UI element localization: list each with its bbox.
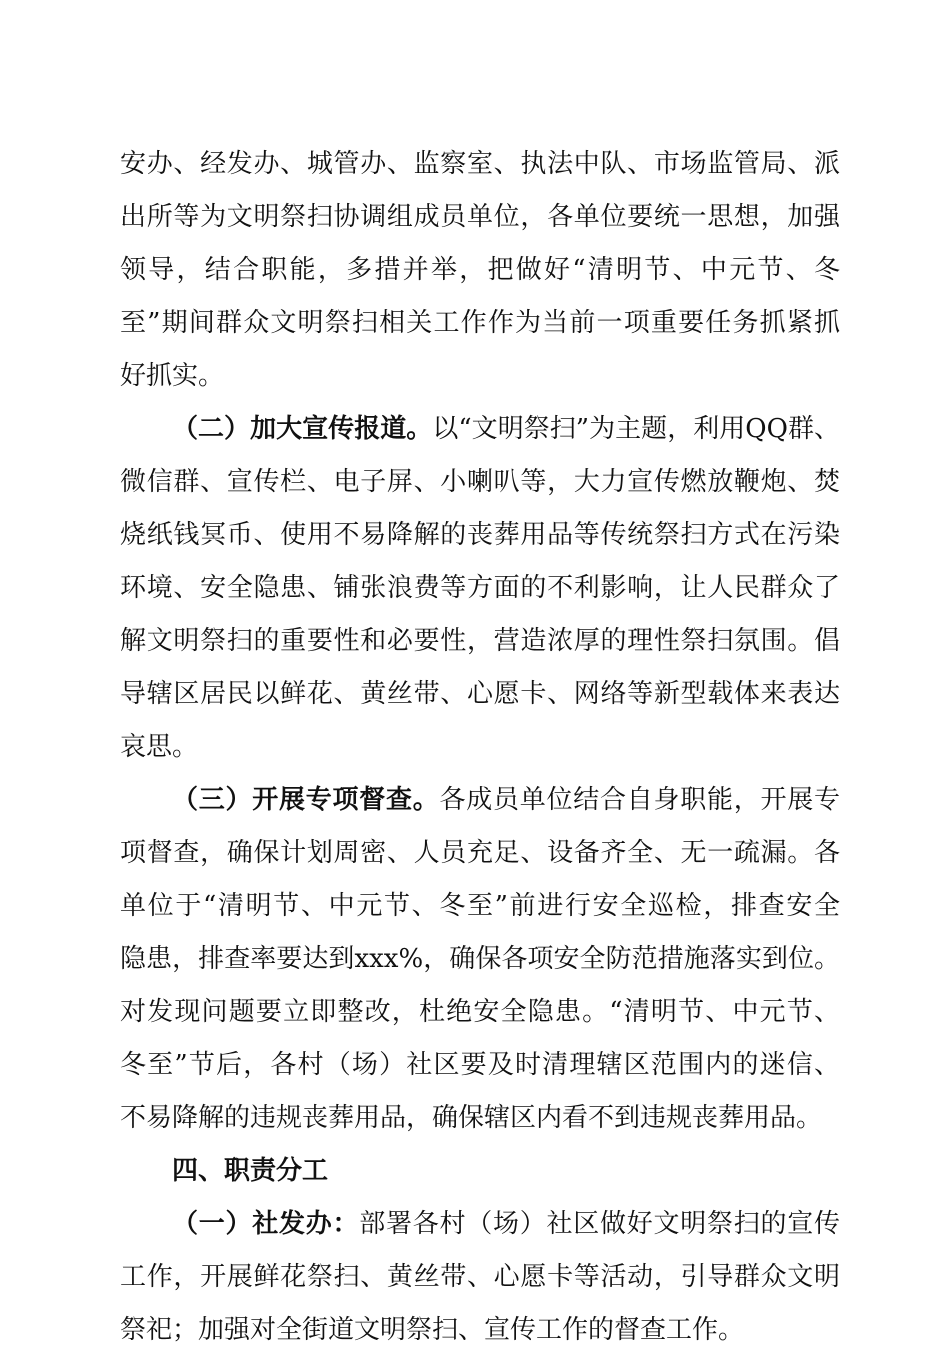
paragraph-heading: （三）开展专项督查。: [172, 785, 440, 815]
text-line: 好抓实。: [120, 361, 225, 391]
text-line: 解文明祭扫的重要性和必要性，营造浓厚的理性祭扫氛围。倡: [120, 626, 840, 656]
text-line: 至”期间群众文明祭扫相关工作作为当前一项重要任务抓紧抓: [120, 308, 840, 338]
text-line: 祭祀；加强对全街道文明祭扫、宣传工作的督查工作。: [120, 1315, 745, 1345]
paragraph-continuation: [120, 144, 840, 409]
paragraph-heading: （二）加大宣传报道。: [172, 414, 433, 444]
paragraph-duties: [120, 1204, 840, 1363]
paragraph-text: 部署各村（场）社区做好文明祭扫的宣传: [359, 1209, 840, 1239]
paragraph-text: 以“文明祭扫”为主题，利用QQ群、: [432, 414, 840, 444]
text-line: 对发现问题要立即整改，杜绝安全隐患。“清明节、中元节、: [120, 997, 840, 1027]
paragraph-heading: （一）社发办：: [172, 1209, 360, 1239]
text-line: 工作，开展鲜花祭扫、黄丝带、心愿卡等活动，引导群众文明: [120, 1262, 840, 1292]
text-line-first: [120, 409, 840, 462]
text-line: 不易降解的违规丧葬用品，确保辖区内看不到违规丧葬用品。: [120, 1103, 823, 1133]
text-line: 烧纸钱冥币、使用不易降解的丧葬用品等传统祭扫方式在污染: [120, 520, 840, 550]
paragraph-publicity: [120, 409, 840, 780]
text-line: 出所等为文明祭扫协调组成员单位，各单位要统一思想，加强: [120, 202, 840, 232]
paragraph-inspection: [120, 780, 840, 1151]
text-line: 隐患，排查率要达到xxx%，确保各项安全防范措施落实到位。: [120, 944, 840, 974]
text-line: 微信群、宣传栏、电子屏、小喇叭等，大力宣传燃放鞭炮、焚: [120, 467, 840, 497]
paragraph-text: 各成员单位结合自身职能，开展专: [439, 785, 840, 815]
text-line: 单位于“清明节、中元节、冬至”前进行安全巡检，排查安全: [120, 891, 840, 921]
text-line: 安办、经发办、城管办、监察室、执法中队、市场监管局、派: [120, 149, 840, 179]
text-line: 哀思。: [120, 732, 199, 762]
text-line: 导辖区居民以鲜花、黄丝带、心愿卡、网络等新型载体来表达: [120, 679, 840, 709]
text-line: 环境、安全隐患、铺张浪费等方面的不利影响，让人民群众了: [120, 573, 840, 603]
text-line: 项督查，确保计划周密、人员充足、设备齐全、无一疏漏。各: [120, 838, 840, 868]
text-line-first: [120, 1204, 840, 1257]
section-heading: 四、职责分工: [172, 1156, 329, 1186]
document-body: [120, 144, 840, 1363]
text-line: 领导，结合职能，多措并举，把做好“清明节、中元节、冬: [120, 255, 840, 285]
text-line: 冬至”节后，各村（场）社区要及时清理辖区范围内的迷信、: [120, 1050, 840, 1080]
text-line-first: [120, 780, 840, 833]
